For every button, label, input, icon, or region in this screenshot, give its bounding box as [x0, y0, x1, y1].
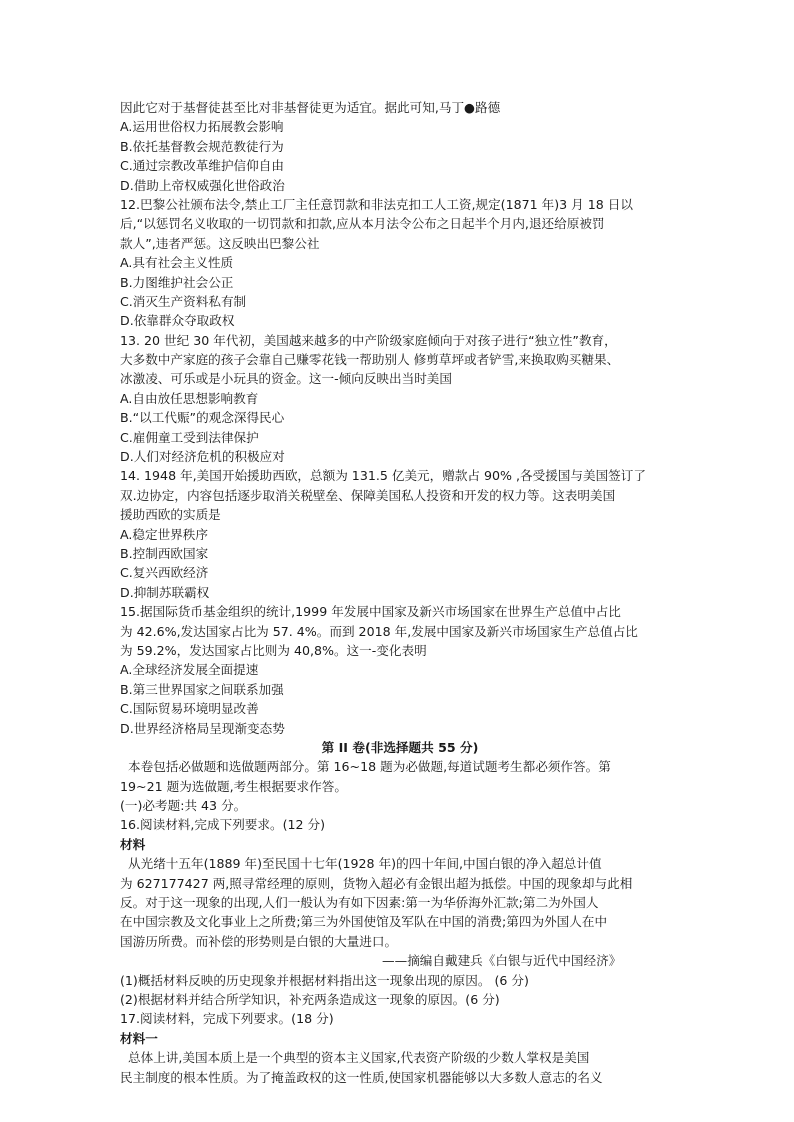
question-13-option-a: A.自由放任思想影响教育 [120, 390, 259, 406]
question-16-material-line: 为 627177427 两,照寻常经理的原则，货物入超必有金银出超为抵偿。中国的现象却与此相 [120, 875, 633, 891]
question-14-option-c: C.复兴西欧经济 [120, 565, 209, 581]
exam-page [120, 98, 680, 1087]
question-11-option-b: B.依托基督教会规范教徒行为 [120, 138, 284, 154]
question-11-option-a: A.运用世俗权力拓展教会影响 [120, 119, 284, 135]
question-15-option-b: B.第三世界国家之间联系加强 [120, 681, 284, 697]
question-17-header: 17.阅读材料，完成下列要求。(18 分) [120, 1011, 334, 1027]
question-14-option-b: B.控制西欧国家 [120, 545, 209, 561]
question-15-stem-line: 15.据国际货币基金组织的统计,1999 年发展中国家及新兴市场国家在世界生产总值中占比 [120, 604, 621, 620]
question-16-material-line: 反。对于这一现象的出现,人们一般认为有如下因素:第一为华侨海外汇款;第二为外国人 [120, 895, 599, 911]
question-15-option-c: C.国际贸易环境明显改善 [120, 701, 259, 717]
question-13-option-b: B.“以工代赈”的观念深得民心 [120, 410, 285, 426]
question-16-task-2: (2)根据材料并结合所学知识，补充两条造成这一现象的原因。(6 分) [120, 991, 500, 1007]
part-2-intro-line: 本卷包括必做题和选做题两部分。第 16~18 题为必做题,每道试题考生都必须作答。第 [128, 759, 611, 775]
question-15-option-d: D.世界经济格局呈现渐变态势 [120, 720, 285, 736]
question-13-option-d: D.人们对经济危机的积极应对 [120, 449, 285, 465]
question-11-stem-tail: 因此它对于基督徒甚至比对非基督徒更为适宜。据此可知,马丁●路德 [120, 100, 501, 115]
question-16-material-line: 国游历所费。而补偿的形势则是白银的大量进口。 [120, 933, 398, 949]
question-12-stem-line: 12.巴黎公社颁布法令,禁止工厂主任意罚款和非法克扣工人工资,规定(1871 年)3 月 18 日以 [120, 196, 633, 212]
question-17-material-line: 民主制度的根本性质。为了掩盖政权的这一性质,使国家机器能够以大多数人意志的名义 [120, 1069, 603, 1085]
question-11-option-c: C.通过宗教改革维护信仰自由 [120, 158, 284, 174]
question-15-option-a: A.全球经济发展全面提速 [120, 662, 259, 678]
question-14-stem-line: 14. 1948 年,美国开始援助西欧，总额为 131.5 亿美元，赠款占 90% ,各受援国与美国签订了 [120, 468, 646, 484]
question-16-material-line: 在中国宗教及文化事业上之所费;第三为外国使馆及军队在中国的消费;第四为外国人在中 [120, 914, 608, 930]
question-13-stem-line: 大多数中产家庭的孩子会靠自己赚零花钱一帮助别人 修剪草坪或者铲雪,来换取购买糖果、 [120, 352, 620, 368]
question-12-option-b: B.力图维护社会公正 [120, 274, 234, 290]
question-13-option-c: C.雇佣童工受到法律保护 [120, 429, 259, 445]
required-section-label: (一)必考题:共 43 分。 [120, 798, 247, 814]
question-16-header: 16.阅读材料,完成下列要求。(12 分) [120, 817, 326, 833]
question-13-stem-line: 13. 20 世纪 30 年代初，美国越来越多的中产阶级家庭倾向于对孩子进行“独立性”教育， [120, 332, 617, 348]
question-15-stem-line: 为 59.2%，发达国家占比则为 40,8%。这一-变化表明 [120, 642, 427, 658]
question-17-material-label: 材料一 [120, 1030, 158, 1046]
question-13-stem-line: 冰激凌、可乐或是小玩具的资金。这一-倾向反映出当时美国 [120, 371, 452, 387]
part-2-title: 第 II 卷(非选择题共 55 分) [321, 739, 479, 755]
question-12-stem-line: 后,“以惩罚名义收取的一切罚款和扣款,应从本月法令公布之日起半个月内,退还给原被罚 [120, 216, 605, 232]
question-11-option-d: D.借助上帝权威强化世俗政治 [120, 177, 285, 193]
question-12-option-d: D.依靠群众夺取政权 [120, 313, 235, 329]
question-16-material-label: 材料 [120, 836, 146, 852]
question-16-source: ——摘编自戴建兵《白银与近代中国经济》 [382, 953, 622, 969]
question-14-option-a: A.稳定世界秩序 [120, 526, 208, 542]
question-14-stem-line: 援助西欧的实质是 [120, 507, 221, 523]
question-12-option-a: A.具有社会主义性质 [120, 255, 234, 271]
question-16-material-line: 从光绪十五年(1889 年)至民国十七年(1928 年)的四十年间,中国白银的净入超总计值 [128, 856, 602, 872]
question-12-stem-line: 款人”,违者严惩。这反映出巴黎公社 [120, 235, 320, 251]
question-14-option-d: D.抑制苏联霸权 [120, 584, 210, 600]
question-15-stem-line: 为 42.6%,发达国家占比为 57. 4%。而到 2018 年,发展中国家及新兴市场国家生产总值占比 [120, 623, 638, 639]
question-14-stem-line: 双.边协定，内容包括逐步取消关税壁垒、保障美国私人投资和开发的权力等。这表明美国 [120, 487, 616, 503]
part-2-intro-line: 19~21 题为选做题,考生根据要求作答。 [120, 778, 347, 794]
question-12-option-c: C.消灭生产资料私有制 [120, 293, 247, 309]
question-16-task-1: (1)概括材料反映的历史现象并根据材料指出这一现象出现的原因。 (6 分) [120, 972, 529, 988]
question-17-material-line: 总体上讲,美国本质上是一个典型的资本主义国家,代表资产阶级的少数人掌权是美国 [128, 1050, 590, 1066]
